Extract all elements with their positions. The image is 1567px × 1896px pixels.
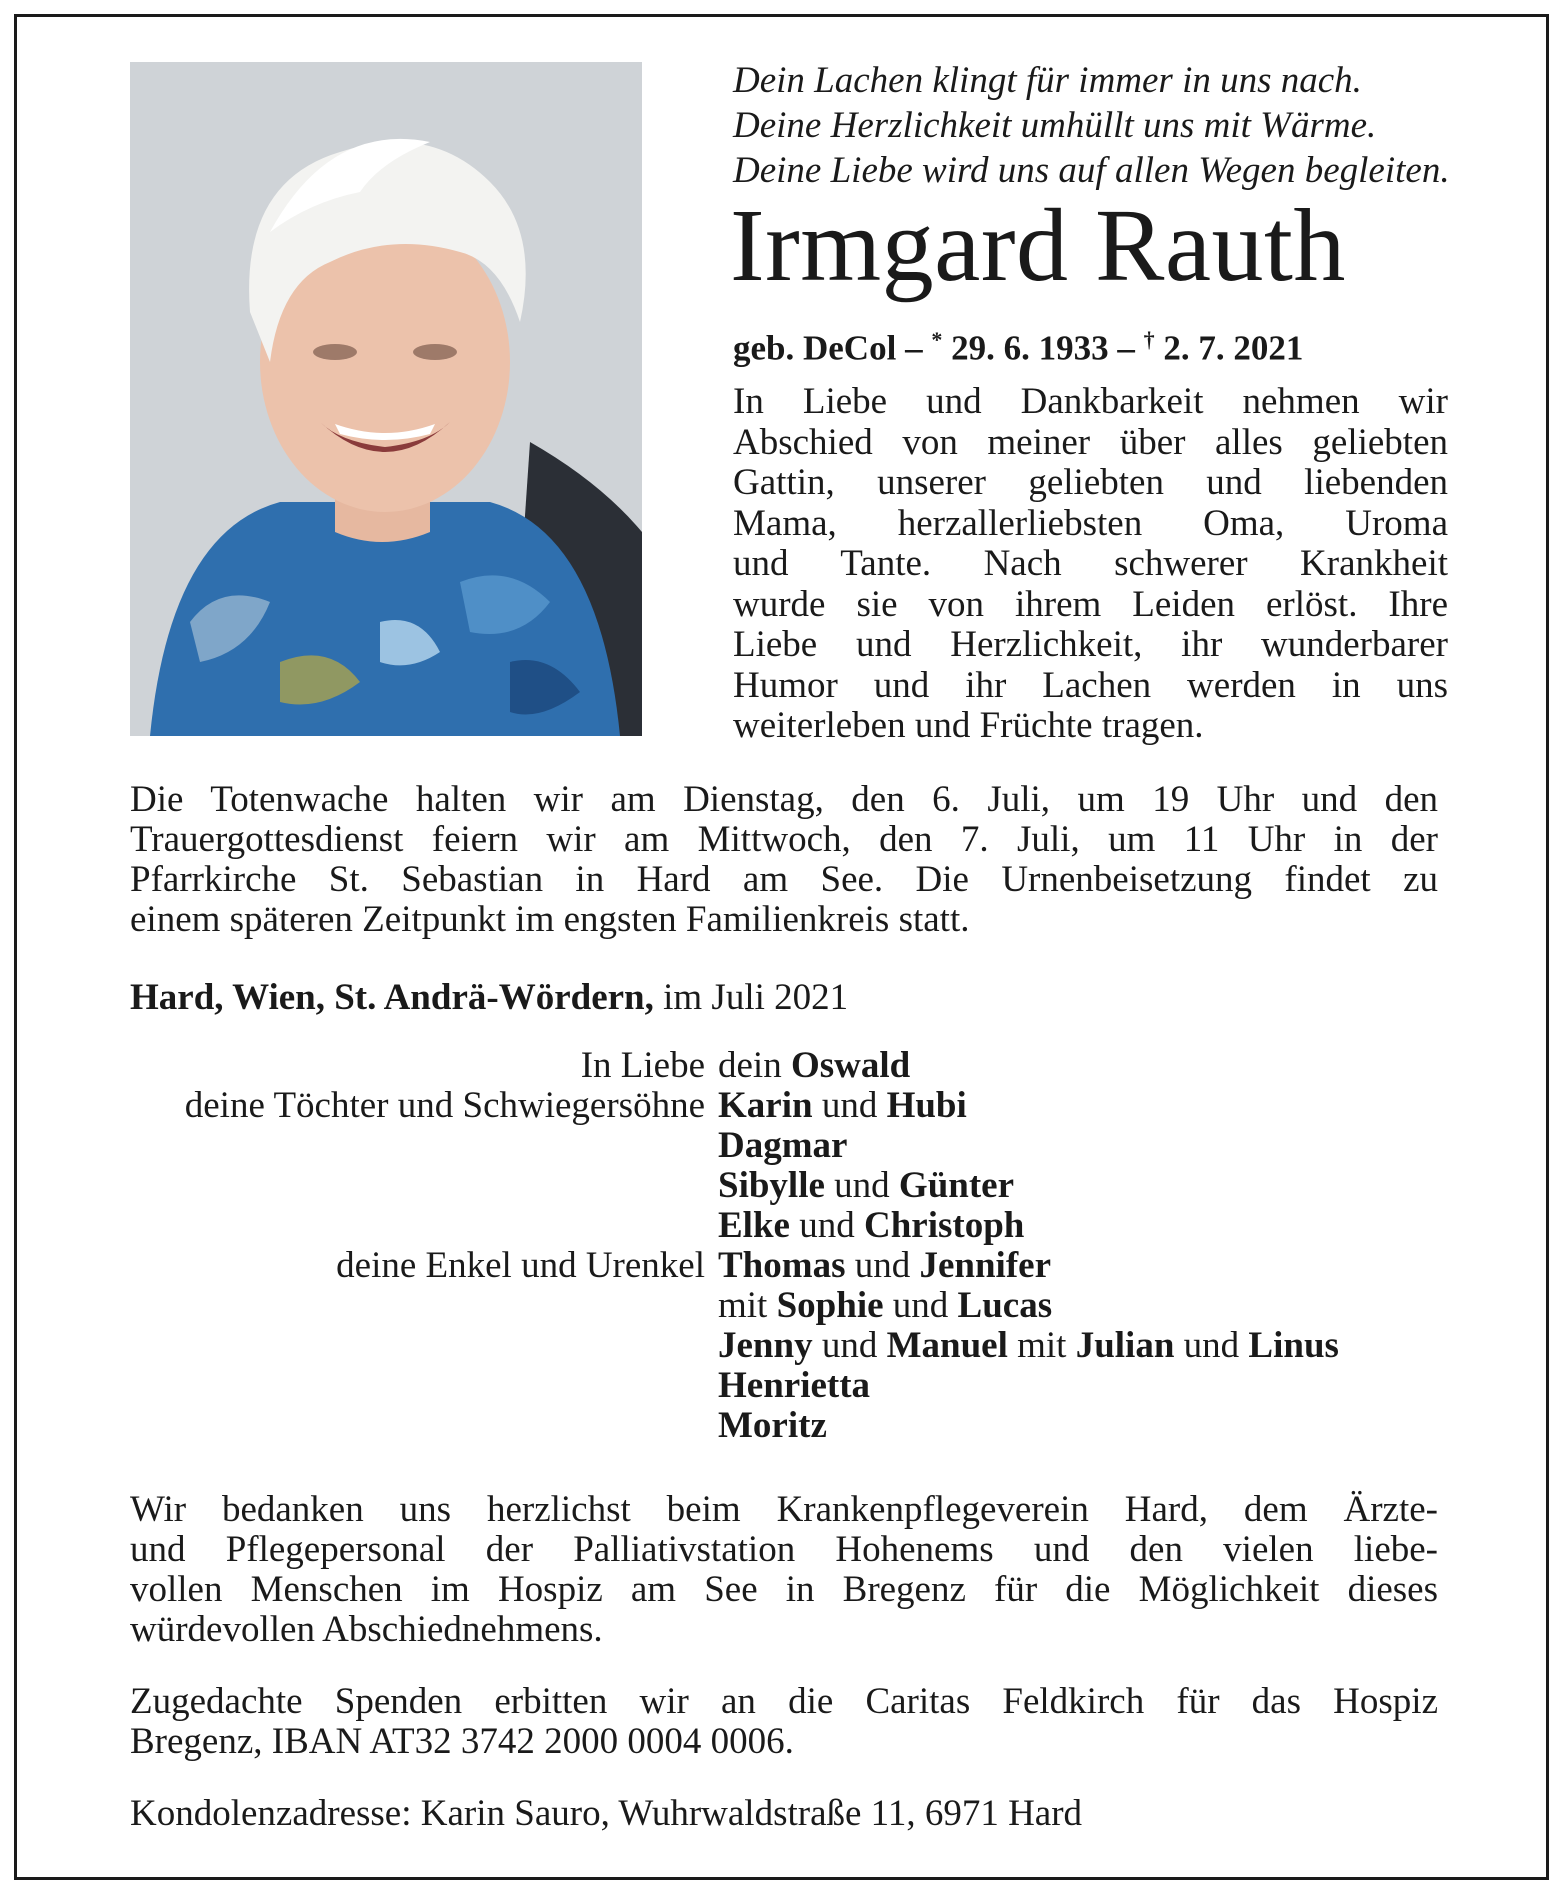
conjunction: und <box>812 1325 887 1366</box>
text-line: Mama, herzallerliebsten Oma, Uroma <box>733 502 1448 544</box>
children-row <box>718 1086 1339 1126</box>
family-name: Elke <box>718 1205 790 1246</box>
place-and-date <box>130 976 848 1020</box>
family-name: Moritz <box>718 1405 827 1446</box>
conjunction: und <box>1174 1325 1249 1366</box>
birth-symbol: * <box>931 327 943 352</box>
text-line: vollen Menschen im Hospiz am See in Bregenz für die Möglichkeit dieses <box>130 1569 1438 1610</box>
family-name: Jennifer <box>919 1245 1052 1286</box>
children-row <box>718 1166 1339 1206</box>
family-name: Thomas <box>718 1245 846 1286</box>
text-line: und Pflegepersonal der Palliativstation Hohenems und den vielen liebe- <box>130 1529 1438 1570</box>
conjunction: und <box>789 1205 864 1246</box>
grandchildren-row <box>718 1406 1339 1446</box>
conjunction: und <box>824 1165 899 1206</box>
deceased-name: Irmgard Rauth <box>730 188 1346 303</box>
quote-line: Deine Herzlichkeit umhüllt uns mit Wärme. <box>733 105 1377 146</box>
conjunction: und <box>883 1285 958 1326</box>
text-line: einem späteren Zeitpunkt im engsten Familienkreis statt. <box>130 899 970 940</box>
family-name: Hubi <box>886 1085 967 1126</box>
family-name: Christoph <box>863 1205 1025 1246</box>
children-row <box>718 1126 1339 1166</box>
text-line: Gattin, unserer geliebten und liebenden <box>733 462 1448 503</box>
text-line: Liebe und Herzlichkeit, ihr wunderbarer <box>733 624 1448 665</box>
text-line: Zugedachte Spenden erbitten wir an die Caritas Feldkirch für das Hospiz <box>130 1681 1438 1722</box>
text-line: und Tante. Nach schwerer Krankheit <box>733 543 1448 584</box>
text-line: weiterleben und Früchte tragen. <box>733 705 1204 746</box>
family-name: Günter <box>898 1165 1015 1206</box>
text-line: würdevollen Abschiednehmens. <box>130 1609 603 1650</box>
grandchildren-row <box>718 1286 1339 1326</box>
spouse-prefix: dein <box>718 1045 791 1086</box>
death-date: 2. 7. 2021 <box>1154 328 1304 368</box>
conjunction: mit <box>718 1285 777 1326</box>
text-line: Abschied von meiner über alles geliebten <box>733 421 1448 463</box>
condolence-address <box>130 1794 1438 1834</box>
family-name: Henrietta <box>718 1365 871 1406</box>
signature-names <box>718 1046 1339 1446</box>
conjunction: mit <box>1007 1325 1076 1366</box>
places: Hard, Wien, St. Andrä-Wördern, <box>130 977 654 1018</box>
text-line: Wir bedanken uns herzlichst beim Krankenpflegeverein Hard, dem Ärzte- <box>130 1489 1438 1530</box>
date-separator: – <box>896 328 932 368</box>
family-name: Linus <box>1248 1325 1339 1366</box>
portrait-image <box>130 62 642 736</box>
text-line: Bregenz, IBAN AT32 3742 2000 0004 0006. <box>130 1721 794 1762</box>
death-symbol: † <box>1143 327 1155 352</box>
grandchildren-row <box>718 1246 1339 1286</box>
family-name: Jenny <box>718 1325 813 1366</box>
portrait-photo <box>130 62 642 736</box>
thanks-paragraph <box>130 1490 1438 1650</box>
grandchildren-row <box>718 1326 1339 1366</box>
text-line: Trauergottesdienst feiern wir am Mittwoch, den 7. Juli, um 11 Uhr in der <box>130 819 1438 860</box>
service-paragraph <box>130 780 1438 940</box>
family-name: Manuel <box>886 1325 1008 1366</box>
family-name: Lucas <box>957 1285 1053 1326</box>
label-grandchildren: deine Enkel und Urenkel <box>336 1245 705 1286</box>
intro-paragraph <box>733 382 1448 747</box>
life-dates <box>733 318 1303 371</box>
label-children: deine Töchter und Schwiegersöhne <box>184 1085 705 1126</box>
date-separator: – <box>1108 328 1144 368</box>
family-name: Sibylle <box>718 1165 825 1206</box>
text-line: wurde sie von ihrem Leiden erlöst. Ihre <box>733 583 1448 625</box>
birth-date: 29. 6. 1933 <box>942 328 1109 368</box>
conjunction: und <box>812 1085 887 1126</box>
grandchildren-row <box>718 1366 1339 1406</box>
family-name: Karin <box>718 1085 813 1126</box>
text-line: Die Totenwache halten wir am Dienstag, den 6. Juli, um 19 Uhr und den <box>130 779 1438 820</box>
quote-line: Deine Liebe wird uns auf allen Wegen begleiten. <box>733 150 1450 191</box>
memorial-quote <box>733 58 1453 193</box>
birth-name: geb. DeCol <box>733 328 897 368</box>
text-line: In Liebe und Dankbarkeit nehmen wir <box>733 381 1448 422</box>
month-year: im Juli 2021 <box>653 977 849 1018</box>
family-name: Julian <box>1075 1325 1175 1366</box>
label-spouse: In Liebe <box>580 1045 705 1086</box>
family-name: Sophie <box>776 1285 884 1326</box>
conjunction: und <box>845 1245 920 1286</box>
spouse-name: Oswald <box>790 1045 911 1086</box>
text-line: Kondolenzadresse: Karin Sauro, Wuhrwaldstraße 11, 6971 Hard <box>130 1793 1083 1834</box>
donation-paragraph <box>130 1682 1438 1762</box>
text-line: Pfarrkirche St. Sebastian in Hard am See. Die Urnenbeisetzung findet zu <box>130 859 1438 900</box>
children-row <box>718 1206 1339 1246</box>
signature-labels <box>185 1046 705 1286</box>
text-line: Humor und ihr Lachen werden in uns <box>733 664 1448 706</box>
quote-line: Dein Lachen klingt für immer in uns nach. <box>733 60 1362 101</box>
family-name: Dagmar <box>718 1125 848 1166</box>
spouse-row <box>718 1046 1339 1086</box>
